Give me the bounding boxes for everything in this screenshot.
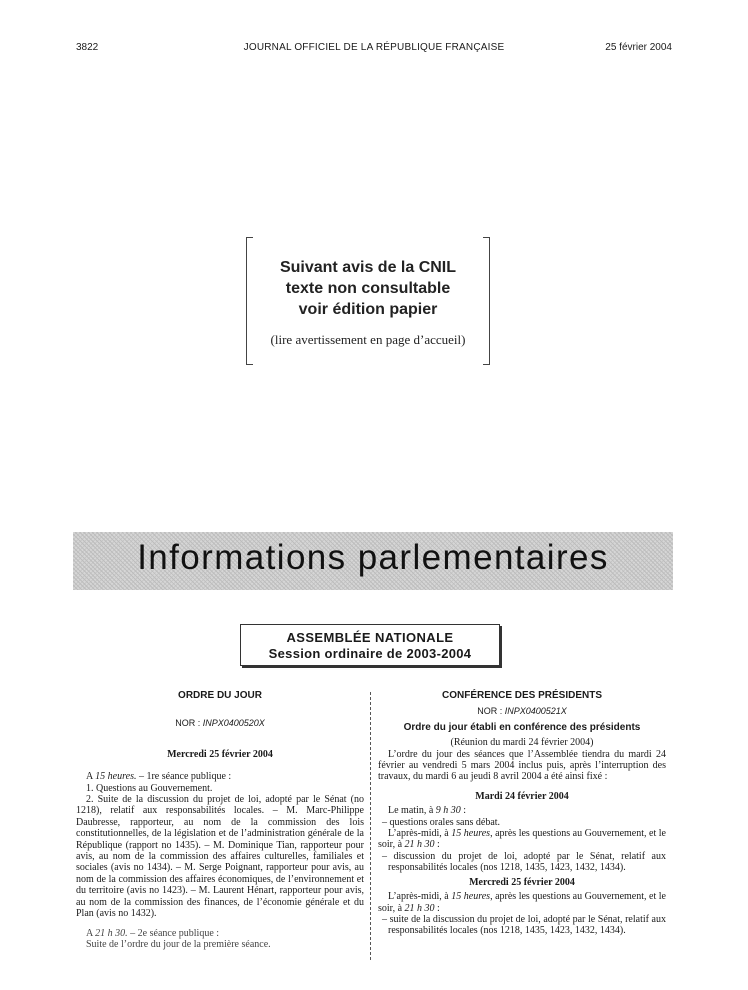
text: L’après-midi, à	[388, 828, 452, 840]
session-time: 21 h 30.	[95, 927, 128, 939]
agenda-item: 2. Suite de la discussion du projet de loi, adopté par le Sénat (no 1218), relatif aux responsabilités locales. – M. Marc-Philippe Daubresse, rapporteur, au nom de la commission des lois constitutionnelles, de la législation et de l’administration générale de la République (rapport no 1435). – M. Dominique Tian, rapporteur pour avis, au nom de la commission des affaires culturelles, familiales et sociales (avis no 1434). – M. Serge Poignant, rapporteur pour avis, au nom de la commission des affaires économiques, de l’environnement et du territoire (avis no 1423). – M. Laurent Hénart, rapporteur pour avis, au nom de la commission des finances, de l’économie générale et du Plan (avis no 1432).	[76, 794, 364, 920]
time-line	[378, 828, 666, 851]
meeting-date: (Réunion du mardi 24 février 2004)	[450, 737, 594, 749]
session-line	[76, 771, 364, 782]
text: :	[434, 902, 440, 914]
box-corner-mark	[246, 237, 253, 238]
box-corner-mark	[246, 364, 253, 365]
session-time: 15 heures.	[95, 771, 137, 783]
day-heading: Mardi 24 février 2004	[475, 790, 569, 802]
cnil-notice-box	[246, 237, 490, 365]
text: , après les questions au Gouvernement, et le soir, à	[378, 828, 666, 851]
session-time: 15 heures	[451, 891, 491, 903]
nor-label: NOR :	[477, 706, 503, 717]
intro-paragraph: L’ordre du jour des séances que l’Assemblée tiendra du mardi 24 février au vendredi 5 mars 2004 inclus puis, après l’interruption des travaux, du mardi 6 au jeudi 8 avril 2004 a été ainsi fixé :	[378, 748, 666, 783]
nor-reference	[76, 718, 364, 729]
day-heading: Mercredi 25 février 2004	[469, 876, 575, 888]
left-column	[76, 690, 364, 950]
text: , après les questions au Gouvernement, et le soir, à	[378, 891, 666, 914]
prefix: A	[86, 927, 96, 939]
session-label: – 2e séance publique :	[127, 927, 220, 939]
agenda-item: Suite de l’ordre du jour de la première séance.	[86, 938, 271, 950]
page-number: 3822	[76, 42, 99, 53]
assembly-name: ASSEMBLÉE NATIONALE	[286, 630, 454, 645]
session-time: 15 heures	[451, 828, 491, 840]
session-time: 9 h 30	[435, 805, 461, 817]
session-time: 21 h 30	[404, 839, 435, 851]
journal-title: JOURNAL OFFICIEL DE LA RÉPUBLIQUE FRANÇAISE	[243, 42, 505, 53]
assembly-box	[240, 624, 500, 666]
prefix: A	[86, 771, 96, 783]
subheading: Ordre du jour établi en conférence des présidents	[403, 721, 641, 733]
time-line	[378, 805, 666, 816]
nor-reference	[378, 706, 666, 717]
box-corner-mark	[483, 364, 490, 365]
right-column	[378, 690, 666, 937]
section-banner-title: Informations parlementaires	[137, 538, 609, 577]
session-time: 21 h 30	[404, 902, 435, 914]
session-line	[76, 928, 364, 939]
assembly-session: Session ordinaire de 2003-2004	[268, 646, 472, 661]
issue-date: 25 février 2004	[605, 42, 672, 53]
agenda-item: – discussion du projet de loi, adopté par le Sénat, relatif aux responsabilités locales (nos 1218, 1435, 1423, 1432, 1434).	[382, 850, 666, 874]
section-heading: CONFÉRENCE DES PRÉSIDENTS	[441, 690, 603, 701]
column-divider	[370, 692, 371, 960]
nor-label: NOR :	[175, 718, 201, 729]
cnil-notice-line: Suivant avis de la CNIL	[279, 259, 457, 276]
cnil-notice-line: voir édition papier	[298, 301, 438, 318]
text: :	[434, 839, 440, 851]
section-heading: ORDRE DU JOUR	[178, 690, 262, 701]
agenda-item: – suite de la discussion du projet de loi, adopté par le Sénat, relatif aux responsabilités locales (nos 1218, 1435, 1423, 1432, 1434).	[382, 913, 666, 937]
box-corner-mark	[483, 237, 490, 238]
text: Le matin, à	[388, 805, 436, 817]
text: :	[460, 805, 467, 817]
nor-code: INPX0400520X	[202, 718, 265, 729]
nor-code: INPX0400521X	[504, 706, 567, 717]
session-label: – 1re séance publique :	[136, 771, 232, 783]
text: L’après-midi, à	[388, 891, 452, 903]
agenda-item: 1. Questions au Gouvernement.	[86, 782, 213, 794]
cnil-notice-note: (lire avertissement en page d’accueil)	[270, 332, 466, 347]
agenda-item: – questions orales sans débat.	[382, 816, 501, 828]
cnil-notice-line: texte non consultable	[285, 280, 451, 297]
day-heading: Mercredi 25 février 2004	[167, 748, 273, 760]
time-line	[378, 891, 666, 914]
